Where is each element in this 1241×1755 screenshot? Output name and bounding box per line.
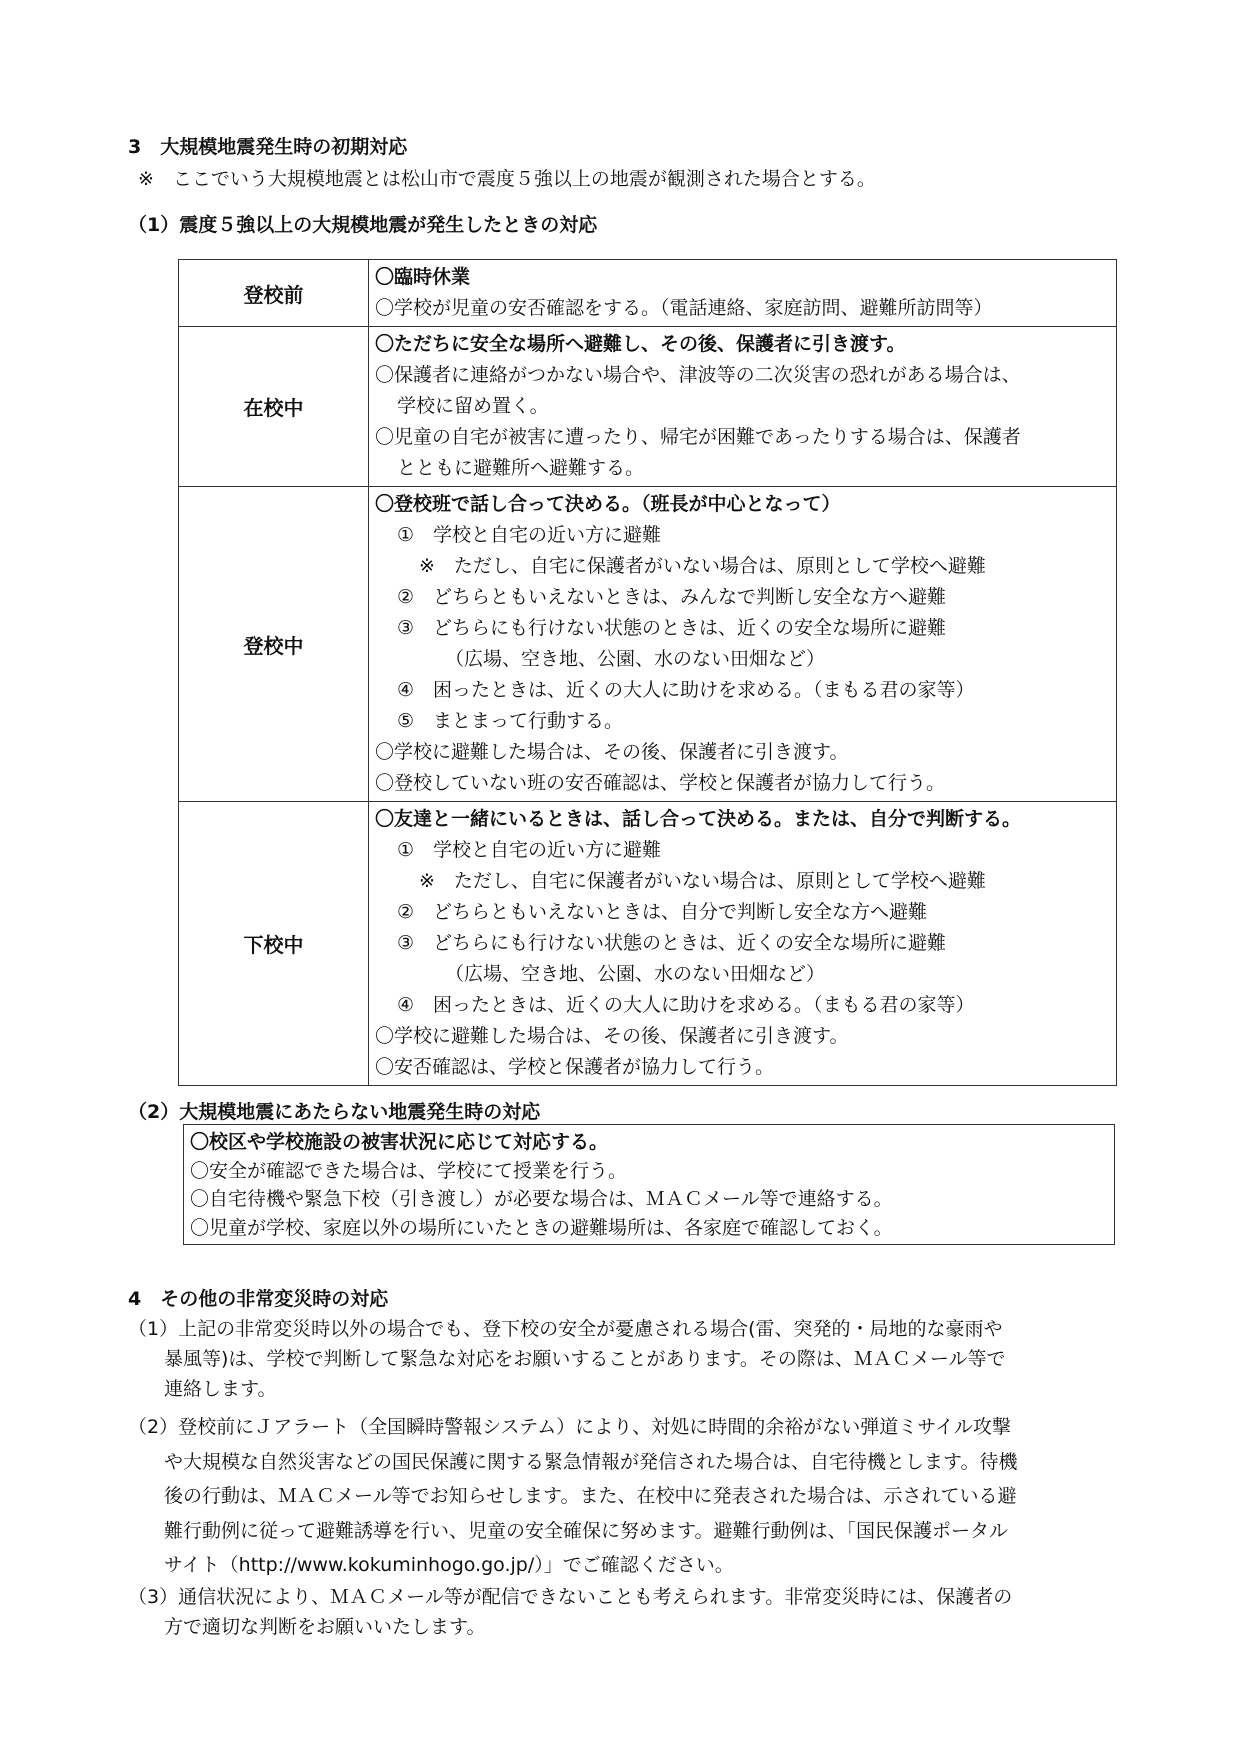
subsection-1-title: （1）震度５強以上の大規模地震が発生したときの対応: [128, 214, 598, 236]
table-line: 学校に留め置く。: [397, 395, 549, 417]
section-4-paragraph-3: [128, 1582, 1012, 1642]
row-content: [369, 802, 1117, 1086]
paragraph-line: 連絡します。: [164, 1378, 277, 1400]
table-line: 〇安否確認は、学校と保護者が協力して行う。: [375, 1056, 775, 1078]
row-label: 登校中: [179, 487, 369, 802]
table-line: ② どちらともいえないときは、みんなで判断し安全な方へ避難: [397, 586, 947, 608]
table-line: 〇登校していない班の安否確認は、学校と保護者が協力して行う。: [375, 772, 946, 794]
table-line: ③ どちらにも行けない状態のときは、近くの安全な場所に避難: [397, 617, 947, 639]
table-line: ④ 困ったときは、近くの大人に助けを求める。（まもる君の家等）: [397, 994, 975, 1016]
table-line: とともに避難所へ避難する。: [397, 457, 645, 479]
table-line: （広場、空き地、公園、水のない田畑など）: [445, 963, 826, 985]
box-line: 〇自宅待機や緊急下校（引き渡し）が必要な場合は、ＭＡＣメール等で連絡する。: [190, 1188, 893, 1210]
box-line: 〇安全が確認できた場合は、学校にて授業を行う。: [190, 1159, 628, 1182]
subsection-2-title: （2）大規模地震にあたらない地震発生時の対応: [128, 1101, 541, 1123]
table-row-at-school: [179, 327, 1117, 487]
table-line: 〇保護者に連絡がつかない場合や、津波等の二次災害の恐れがある場合は、: [375, 364, 1021, 386]
response-table: [178, 259, 1117, 1086]
table-line: ③ どちらにも行けない状態のときは、近くの安全な場所に避難: [397, 932, 947, 954]
table-line: 〇学校に避難した場合は、その後、保護者に引き渡す。: [375, 741, 849, 763]
table-line: 〇学校が児童の安否確認をする。（電話連絡、家庭訪問、避難所訪問等）: [375, 297, 993, 319]
table-line: 〇登校班で話し合って決める。（班長が中心となって）: [375, 493, 841, 515]
row-content: [369, 327, 1117, 487]
paragraph-line: や大規模な自然災害などの国民保護に関する緊急情報が発信された場合は、自宅待機とします。待機: [164, 1450, 1018, 1473]
table-line: ② どちらともいえないときは、自分で判断し安全な方へ避難: [397, 901, 928, 923]
table-line: ※ ただし、自宅に保護者がいない場合は、原則として学校へ避難: [419, 870, 986, 892]
section-3-note: ※ ここでいう大規模地震とは松山市で震度５強以上の地震が観測された場合とする。: [138, 168, 876, 190]
table-line: ⑤ まとまって行動する。: [397, 710, 624, 732]
box-line: 〇児童が学校、家庭以外の場所にいたときの避難場所は、各家庭で確認しておく。: [190, 1216, 893, 1239]
table-row-before-school: [179, 260, 1117, 327]
row-label: 下校中: [179, 802, 369, 1086]
section-4-paragraph-1: [128, 1314, 1006, 1404]
table-row-going-home: [179, 802, 1117, 1086]
table-line: ※ ただし、自宅に保護者がいない場合は、原則として学校へ避難: [419, 555, 986, 577]
paragraph-line: 後の行動は、ＭＡＣメール等でお知らせします。また、在校中に発表された場合は、示されている避: [164, 1485, 1017, 1508]
paragraph-line: 暴風等)は、学校で判断して緊急な対応をお願いすることがあります。その際は、ＭＡＣメール等で: [164, 1348, 1006, 1370]
subsection-2-box: [183, 1124, 1115, 1245]
paragraph-line: サイト（http://www.kokuminhogo.go.jp/）」でご確認ください。: [164, 1554, 734, 1577]
paragraph-line: （2）登校前にＪアラート（全国瞬時警報システム）により、対処に時間的余裕がない弾道ミサイル攻撃: [128, 1416, 1011, 1438]
table-line: 〇友達と一緒にいるときは、話し合って決める。または、自分で判断する。: [375, 808, 1022, 830]
row-content: [369, 260, 1117, 327]
row-label: 登校前: [179, 260, 369, 327]
box-line: 〇校区や学校施設の被害状況に応じて対応する。: [190, 1131, 609, 1153]
table-line: 〇学校に避難した場合は、その後、保護者に引き渡す。: [375, 1025, 849, 1047]
table-line: 〇児童の自宅が被害に遭ったり、帰宅が困難であったりする場合は、保護者: [375, 426, 1021, 448]
table-line: 〇臨時休業: [375, 266, 471, 288]
paragraph-line: （3）通信状況により、ＭＡＣメール等が配信できないことも考えられます。非常変災時には、保護者の: [128, 1586, 1013, 1608]
row-content: [369, 487, 1117, 802]
table-line: （広場、空き地、公園、水のない田畑など）: [445, 648, 826, 670]
section-3-heading: 3 大規模地震発生時の初期対応: [128, 136, 408, 158]
table-row-going-to-school: [179, 487, 1117, 802]
section-4-heading: 4 その他の非常変災時の対応: [128, 1288, 389, 1310]
table-line: ① 学校と自宅の近い方に避難: [397, 524, 662, 546]
section-4-paragraph-2: [128, 1410, 1017, 1583]
table-line: ① 学校と自宅の近い方に避難: [397, 839, 662, 861]
paragraph-line: 難行動例に従って避難誘導を行い、児童の安全確保に努めます。避難行動例は、「国民保護ポータル: [164, 1519, 1008, 1542]
table-line: ④ 困ったときは、近くの大人に助けを求める。（まもる君の家等）: [397, 679, 975, 701]
table-line: 〇ただちに安全な場所へ避難し、その後、保護者に引き渡す。: [375, 333, 906, 355]
row-label: 在校中: [179, 327, 369, 487]
paragraph-line: （1）上記の非常変災時以外の場合でも、登下校の安全が憂慮される場合(雷、突発的・局地的な豪雨や: [128, 1318, 1003, 1340]
paragraph-line: 方で適切な判断をお願いいたします。: [164, 1616, 486, 1638]
